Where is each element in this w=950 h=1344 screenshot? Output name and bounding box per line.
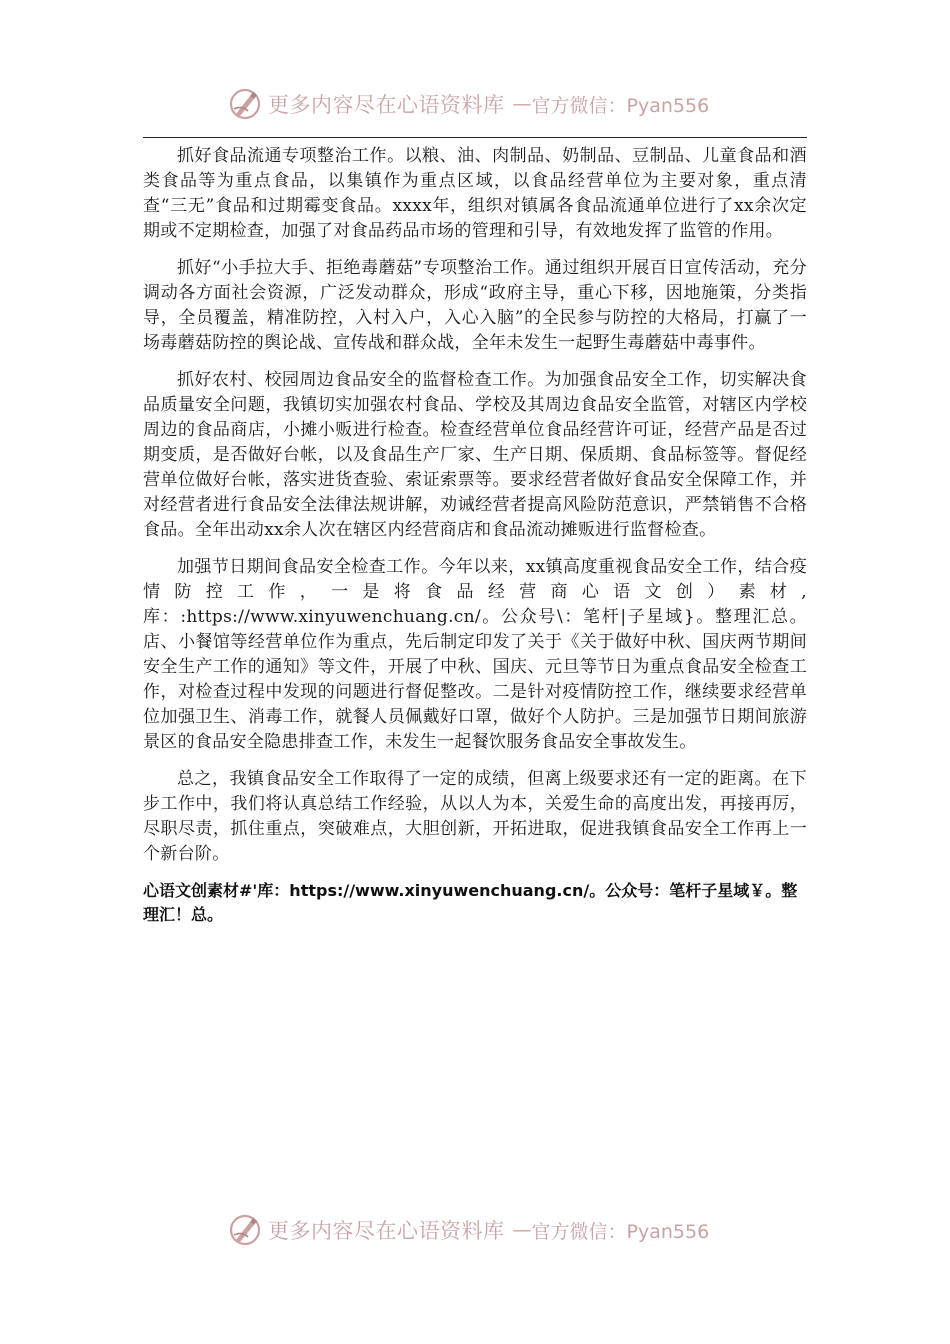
header-divider — [143, 137, 807, 138]
banner-separator: — — [512, 93, 532, 115]
pen-logo-icon — [228, 87, 262, 121]
source-note: 心语文创素材#'库：https://www.xinyuwenchuang.cn/。公众号：笔杆子星域￥。整理汇！总。 — [143, 881, 798, 924]
paragraph-poison-mushroom: 抓好“小手拉大手、拒绝毒蘑菇”专项整治工作。通过组织开展百日宣传活动，充分调动各方面社会资源，广泛发动群众，形成“政府主导，重心下移，因地施策，分类指导，全员覆盖，精准防控，入村入户，入心入脑”的全民参与防控的大格局，打赢了一场毒蘑菇防控的舆论战、宣传战和群众战，全年未发生一起野生毒蘑菇中毒事件。 — [143, 258, 807, 353]
paragraph-food-circulation: 抓好食品流通专项整治工作。以粮、油、肉制品、奶制品、豆制品、儿童食品和酒类食品等为重点食品，以集镇作为重点区域，以食品经营单位为主要对象，重点清查“三无”食品和过期霉变食品。xxxx年，组织对镇属各食品流通单位进行了xx余次定期或不定期检查，加强了对食品药品市场的管理和引导，有效地发挥了监管的作用。 — [143, 146, 807, 241]
paragraph-summary: 总之，我镇食品安全工作取得了一定的成绩，但离上级要求还有一定的距离。在下步工作中，我们将认真总结工作经验，从以人为本，关爱生命的高度出发，再接再厉，尽职尽责，抓住重点，突破难点，大胆创新，开拓进取，促进我镇食品安全工作再上一个新台阶。 — [143, 769, 807, 864]
document-body — [143, 144, 807, 927]
paragraph-holiday-inspection: 加强节日期间食品安全检查工作。今年以来，xx镇高度重视食品安全工作，结合疫情防控工作，一是将食品经营商心语文创）素材,库：:https://www.xinyuwenchuang.cn/。公众号\：笔杆|子星域}。整理汇总。店、小餐馆等经营单位作为重点，先后制定印发了关于《关于做好中秋、国庆两节期间安全生产工作的通知》等文件，开展了中秋、国庆、元旦等节日为重点食品安全检查工作，对检查过程中发现的问题进行督促整改。二是针对疫情防控工作，继续要求经营单位加强卫生、消毒工作，就餐人员佩戴好口罩，做好个人防护。三是加强节日期间旅游景区的食品安全隐患排查工作，未发生一起餐饮服务食品安全事故发生。 — [143, 557, 807, 752]
banner-text: 更多内容尽在心语资料库 — [268, 1219, 505, 1243]
banner-wechat: 官方微信：Pyan556 — [531, 1220, 710, 1243]
header-banner — [228, 84, 748, 124]
banner-text: 更多内容尽在心语资料库 — [268, 93, 505, 117]
paragraph-campus-inspection: 抓好农村、校园周边食品安全的监督检查工作。为加强食品安全工作，切实解决食品质量安全问题，我镇切实加强农村食品、学校及其周边食品安全监管，对辖区内学校周边的食品商店，小摊小贩进行检查。检查经营单位食品经营许可证，经营产品是否过期变质，是否做好台帐，以及食品生产厂家、生产日期、保质期、食品标签等。督促经营单位做好台帐，落实进货查验、索证索票等。要求经营者做好食品安全保障工作，并对经营者进行食品安全法律法规讲解，劝诫经营者提高风险防范意识，严禁销售不合格食品。全年出动xx余人次在辖区内经营商店和食品流动摊贩进行监督检查。 — [143, 370, 807, 540]
banner-separator: — — [512, 1219, 532, 1241]
banner-wechat: 官方微信：Pyan556 — [531, 94, 710, 117]
pen-logo-icon — [228, 1213, 262, 1247]
footer-banner — [228, 1210, 748, 1250]
